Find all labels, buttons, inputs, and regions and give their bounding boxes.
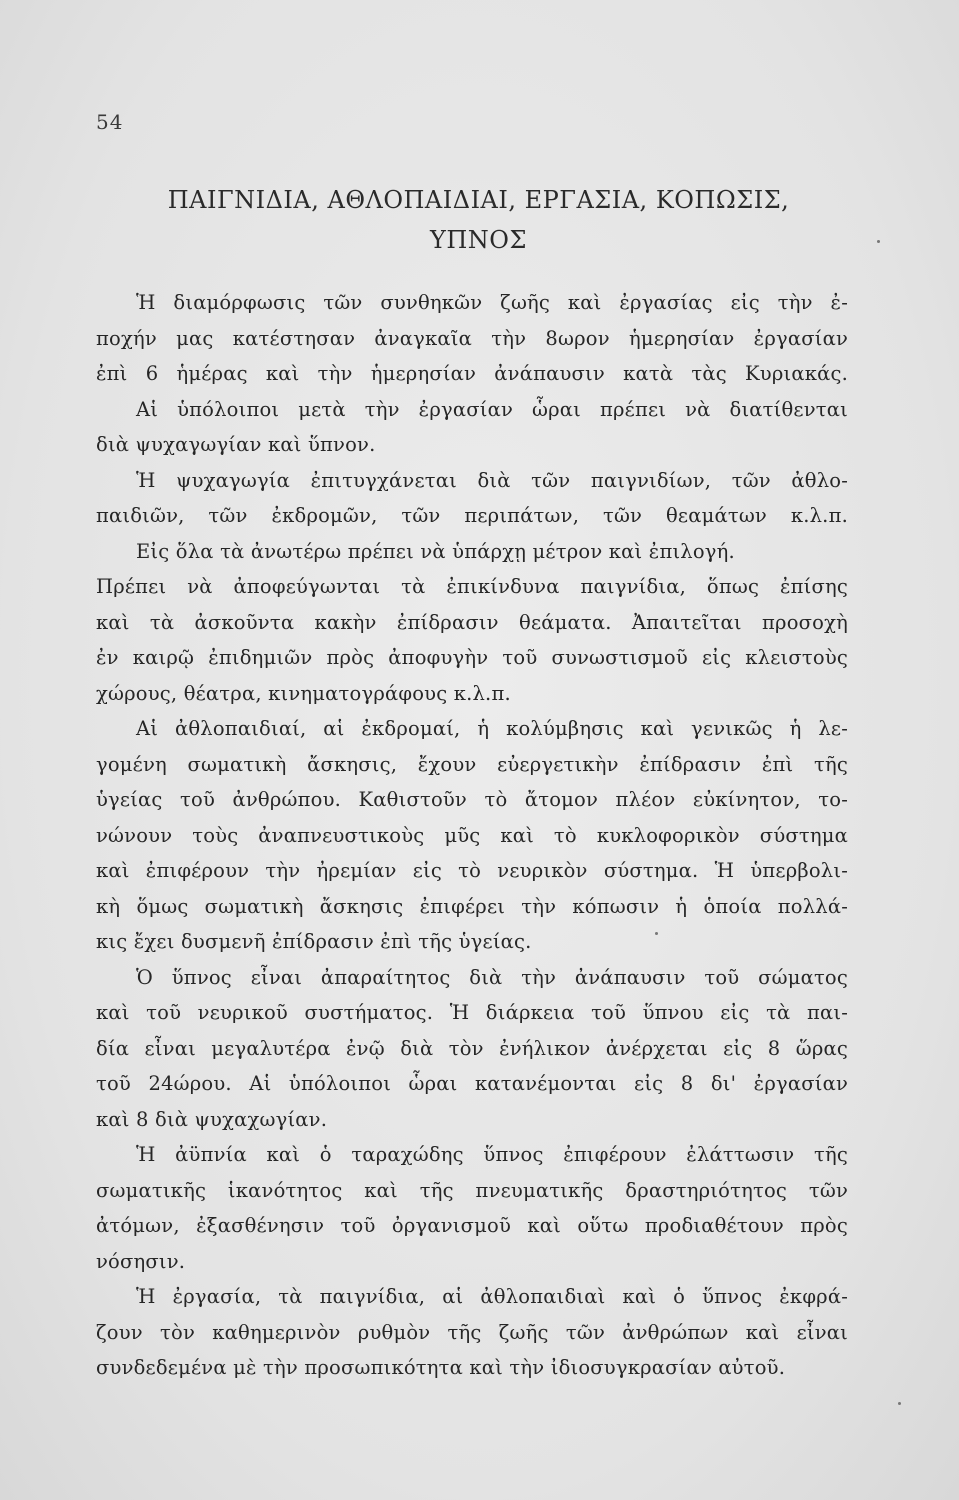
- text-line: Ἡ διαμόρφωσις τῶν συνθηκῶν ζωῆς καὶ ἐργασίας εἰς τὴν ἐ-: [136, 291, 848, 314]
- text-line: τοῦ 24ώρου. Αἱ ὑπόλοιποι ὧραι κατανέμονται εἰς 8 δι' ἐργασίαν: [96, 1072, 848, 1095]
- text-line: χώρους, θέατρα, κινηματογράφους κ.λ.π.: [96, 681, 511, 705]
- text-line: νώνουν τοὺς ἀναπνευστικοὺς μῦς καὶ τὸ κυκλοφορικὸν σύστημα: [96, 823, 848, 847]
- text-line: κὴ ὅμως σωματικὴ ἄσκησις ἐπιφέρει τὴν κόπωσιν ἡ ὁποία πολλά-: [96, 894, 848, 918]
- text-line: σωματικῆς ἱκανότητος καὶ τῆς πνευματικῆς δραστηριότητος τῶν: [96, 1178, 848, 1202]
- chapter-title: [96, 180, 861, 260]
- print-speck: [877, 240, 880, 243]
- text-line: Πρέπει νὰ ἀποφεύγωνται τὰ ἐπικίνδυνα παιγνίδια, ὅπως ἐπίσης: [96, 575, 848, 598]
- text-line: καὶ τοῦ νευρικοῦ συστήματος. Ἡ διάρκεια τοῦ ὕπνου εἰς τὰ παι-: [96, 1001, 848, 1024]
- print-speck: [898, 1402, 901, 1405]
- chapter-title-line: ΠΑΙΓΝΙΔΙΑ, ΑΘΛΟΠΑΙΔΙΑΙ, ΕΡΓΑΣΙΑ, ΚΟΠΩΣΙΣ,: [167, 186, 790, 214]
- text-line: κις ἔχει δυσμενῆ ἐπίδρασιν ἐπὶ τῆς ὑγείας.: [96, 930, 532, 953]
- text-line: νόσησιν.: [96, 1249, 186, 1273]
- print-speck: [655, 932, 658, 935]
- text-line: Ἡ ἀϋπνία καὶ ὁ ταραχώδης ὕπνος ἐπιφέρουν ἐλάττωσιν τῆς: [136, 1143, 848, 1166]
- text-line: συνδεδεμένα μὲ τὴν προσωπικότητα καὶ τὴν ἰδιοσυγκρασίαν αὐτοῦ.: [96, 1356, 786, 1379]
- text-line: ἐν καιρῷ ἐπιδημιῶν πρὸς ἀποφυγὴν τοῦ συνωστισμοῦ εἰς κλειστοὺς: [96, 646, 848, 669]
- text-line: ἀτόμων, ἐξασθένησιν τοῦ ὀργανισμοῦ καὶ οὕτω προδιαθέτουν πρὸς: [96, 1214, 848, 1237]
- text-line: δία εἶναι μεγαλυτέρα ἐνῷ διὰ τὸν ἐνήλικον ἀνέρχεται εἰς 8 ὥρας: [96, 1036, 848, 1060]
- text-line: Εἰς ὅλα τὰ ἀνωτέρω πρέπει νὰ ὑπάρχῃ μέτρον καὶ ἐπιλογή.: [136, 539, 735, 563]
- text-line: Ὁ ὕπνος εἶναι ἀπαραίτητος διὰ τὴν ἀνάπαυσιν τοῦ σώματος: [136, 965, 848, 989]
- text-line: ζουν τὸν καθημερινὸν ρυθμὸν τῆς ζωῆς τῶν ἀνθρώπων καὶ εἶναι: [96, 1320, 848, 1344]
- text-line: καὶ ἐπιφέρουν τὴν ἠρεμίαν εἰς τὸ νευρικὸν σύστημα. Ἡ ὑπερβολι-: [96, 859, 848, 882]
- text-line: καὶ 8 διὰ ψυχαχωγίαν.: [96, 1107, 328, 1131]
- text-line: διὰ ψυχαγωγίαν καὶ ὕπνον.: [96, 433, 376, 456]
- text-line: γομένη σωματικὴ ἄσκησις, ἔχουν εὐεργετικὴν ἐπίδρασιν ἐπὶ τῆς: [96, 752, 848, 776]
- text-line: ποχήν μας κατέστησαν ἀναγκαῖα τὴν 8ωρον ἡμερησίαν ἐργασίαν: [96, 326, 848, 350]
- text-line: Ἡ ψυχαγωγία ἐπιτυγχάνεται διὰ τῶν παιγνιδίων, τῶν ἀθλο-: [136, 468, 848, 492]
- text-line: ἐπὶ 6 ἡμέρας καὶ τὴν ἡμερησίαν ἀνάπαυσιν κατὰ τὰς Κυριακάς.: [96, 362, 848, 385]
- text-line: καὶ τὰ ἀσκοῦντα κακὴν ἐπίδρασιν θεάματα. Ἀπαιτεῖται προσοχὴ: [96, 610, 848, 634]
- page-number: 54: [96, 110, 124, 134]
- body-text: [96, 285, 848, 1386]
- text-line: παιδιῶν, τῶν ἐκδρομῶν, τῶν περιπάτων, τῶν θεαμάτων κ.λ.π.: [96, 504, 848, 527]
- chapter-title-line: ΥΠΝΟΣ: [430, 226, 527, 254]
- text-line: Αἱ ὑπόλοιποι μετὰ τὴν ἐργασίαν ὧραι πρέπει νὰ διατίθενται: [136, 397, 848, 421]
- text-line: Αἱ ἀθλοπαιδιαί, αἱ ἐκδρομαί, ἡ κολύμβησις καὶ γενικῶς ἡ λε-: [136, 717, 848, 740]
- text-line: Ἡ ἐργασία, τὰ παιγνίδια, αἱ ἀθλοπαιδιαὶ καὶ ὁ ὕπνος ἐκφρά-: [136, 1285, 848, 1308]
- text-line: ὑγείας τοῦ ἀνθρώπου. Καθιστοῦν τὸ ἄτομον πλέον εὐκίνητον, το-: [96, 788, 848, 811]
